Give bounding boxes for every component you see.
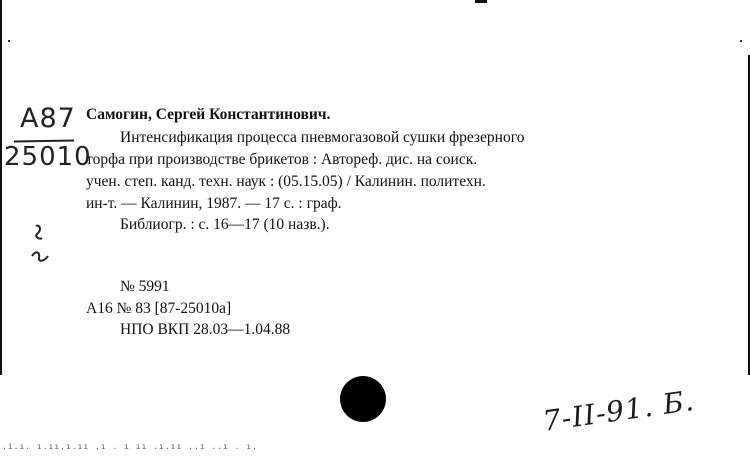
top-edge-mark <box>475 0 487 3</box>
bibliography-note: Библиогр. : с. 16—17 (10 назв.). <box>120 216 330 233</box>
title-line: Интенсификация процесса пневмогазовой сушки фрезерного <box>120 129 525 146</box>
scan-speck <box>8 40 10 42</box>
card-punch-hole <box>340 376 386 422</box>
scan-speck <box>740 40 742 42</box>
shelfmark-bottom: 25010 <box>4 142 92 172</box>
card-left-edge <box>0 0 2 375</box>
imprint-line: ин-т. — Калинин, 1987. — 17 с. : граф. <box>86 195 342 212</box>
scan-noise-strip: .i.ı. ı.ıı.ı.ıı .ı . ı ıı .ı.ıı ..ı ..ı . ı. <box>2 442 258 451</box>
handwritten-mark-icon <box>28 222 54 268</box>
record-number: А16 № 83 [87-25010а] <box>86 300 232 317</box>
organization-date: НПО ВКП 28.03—1.04.88 <box>120 321 291 338</box>
title-line: торфа при производстве брикетов : Автореф. дис. на соиск. <box>86 151 478 168</box>
author-heading: Самогин, Сергей Константинович. <box>86 106 331 123</box>
degree-line: учен. степ. канд. техн. наук : (05.15.05) / Калинин. политехн. <box>86 173 486 190</box>
shelfmark-top: A87 <box>20 103 76 134</box>
accession-number: № 5991 <box>120 278 170 295</box>
handwritten-date-note: 7-II-91. Б. <box>540 383 697 438</box>
